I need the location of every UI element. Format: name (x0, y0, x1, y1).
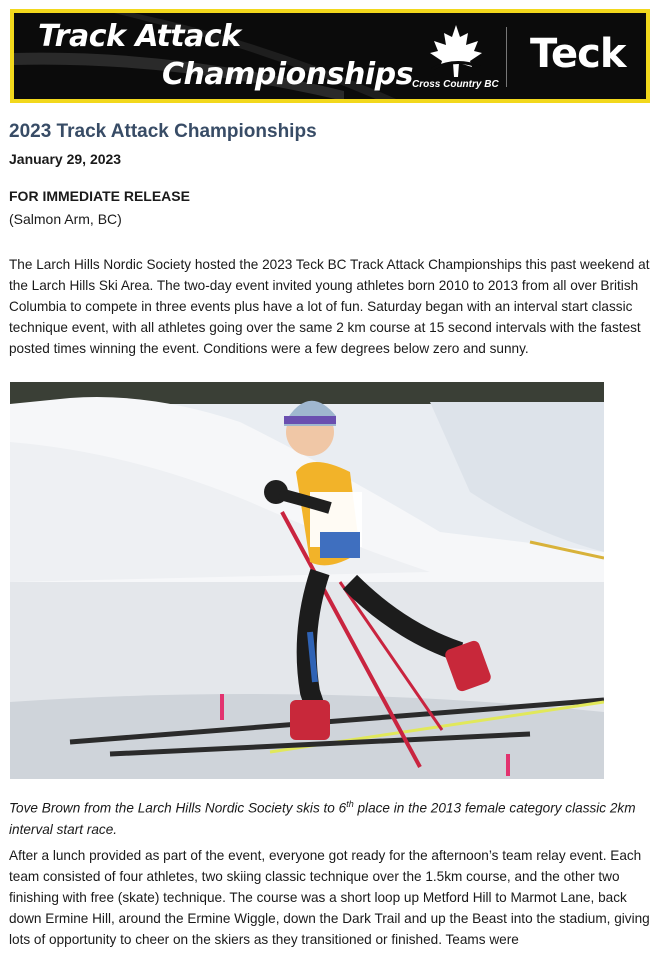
banner-title-line1: Track Attack (38, 19, 241, 54)
maple-leaf-icon (426, 23, 486, 79)
article-paragraph-1: The Larch Hills Nordic Society hosted the 2023 Teck BC Track Attack Championships this past weekend at the Larch Hills Ski Area. The two-day event invited young athletes born 2010 to 2013 from all over British Columbia to compete in three events plus have a lot of fun. Saturday began with an interval start classic technique event, with all athletes going over the same 2 km course at 15 second intervals with the fastest posted times winning the event. Conditions were a few degrees below zero and sunny. (9, 257, 650, 356)
org-label: Cross Country BC (412, 79, 499, 90)
article-date: January 29, 2023 (9, 151, 122, 167)
article-paragraph-2: After a lunch provided as part of the event, everyone got ready for the afternoon’s team relay event. Each team consisted of four athletes, two skiing classic technique over the 1.5km course, and the other two finishing with free (skate) technique. The course was a short loop up Metford Hill to Marmot Lane, back down Ermine Hill, around the Ermine Wiggle, down the Dark Trail and up the Beast into the stadium, giving lots of opportunity to cheer on the skiers as they transitioned or finished. Teams were (9, 848, 650, 947)
caption-text-end: place in the 2013 female category classic 2km interval start race. (9, 800, 636, 837)
banner-title-line2: Championships (162, 57, 413, 92)
caption-ordinal-suffix: th (346, 799, 354, 809)
skier-photo (10, 382, 604, 779)
article-title: 2023 Track Attack Championships (9, 121, 317, 142)
photo-caption (9, 794, 655, 840)
caption-text-start: Tove Brown from the Larch Hills Nordic Society skis to 6 (9, 800, 347, 816)
article-location: (Salmon Arm, BC) (9, 211, 122, 227)
release-label: FOR IMMEDIATE RELEASE (9, 188, 190, 204)
header-banner (10, 9, 650, 103)
sponsor-logo: Teck (530, 31, 626, 77)
banner-divider (506, 27, 507, 87)
